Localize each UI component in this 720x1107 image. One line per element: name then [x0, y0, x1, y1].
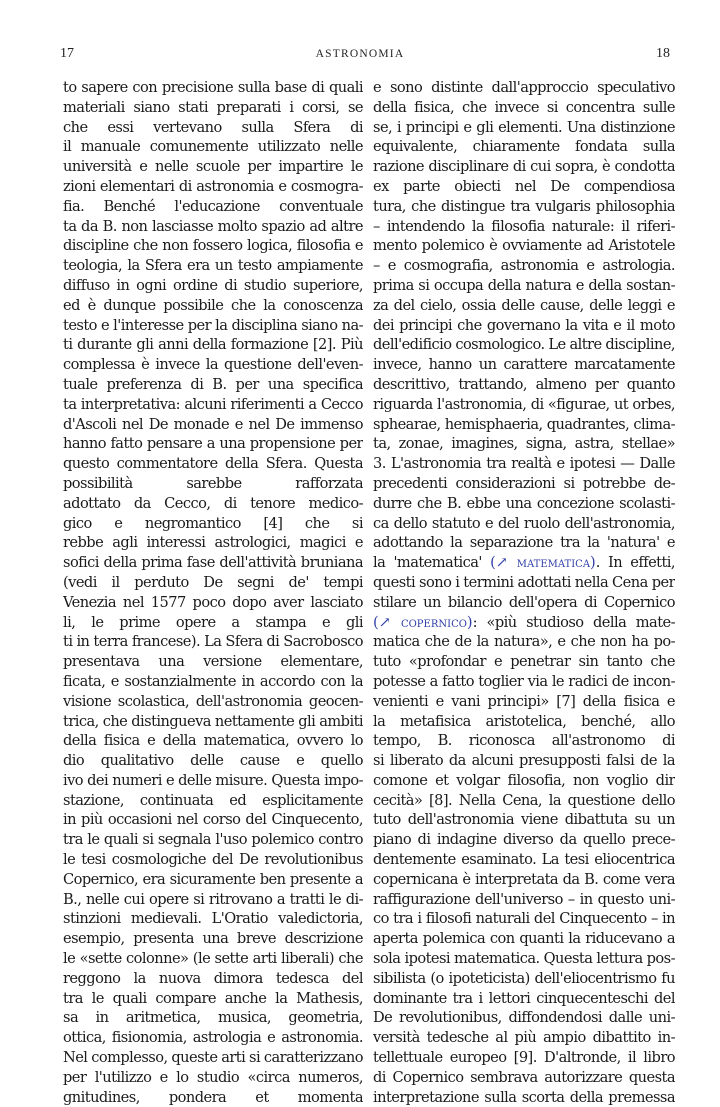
- text-line: matica che de la natura», e che non ha po-: [373, 633, 675, 651]
- text-line: interpretazione sulla scorta della premessa: [373, 1088, 675, 1106]
- text-line: Venezia nel 1577 poco dopo aver lasciato: [63, 593, 363, 611]
- text-line: invece, hanno un carattere marcatamente: [373, 356, 675, 374]
- text-line: stinzioni medievali. L'Oratio valedictoria,: [63, 910, 363, 928]
- text-line: trica, che distingueva nettamente gli ambiti: [63, 712, 363, 730]
- text-line: ta interpretativa: alcuni riferimenti a Cecco: [63, 395, 363, 413]
- text-line: hanno fatto pensare a una propensione per: [63, 435, 363, 453]
- text-line: raffigurazione dell'universo – in questo uni-: [373, 890, 675, 908]
- text-line: sola ipotesi matematica. Questa lettura pos-: [373, 950, 675, 968]
- text-line: B., nelle cui opere si ritrovano a tratti le di-: [63, 890, 363, 908]
- text-line: testo e l'interesse per la disciplina siano na-: [63, 316, 363, 334]
- text-line: cecità» [8]. Nella Cena, la questione dello: [373, 791, 675, 809]
- text-line: zioni elementari di astronomia e cosmogra-: [63, 177, 363, 195]
- text-line: (vedi il perduto De segni de' tempi: [63, 573, 363, 591]
- text-line: to sapere con precisione sulla base di quali: [63, 79, 363, 96]
- text-line: le «sette colonne» (le sette arti liberali) che: [63, 950, 363, 968]
- text-line: (↗ copernico): «più studioso della mate-: [373, 613, 675, 631]
- text-line: possibilità sarebbe rafforzata: [63, 474, 363, 492]
- text-line: ottica, fisionomia, astrologia e astronomia.: [63, 1029, 363, 1047]
- text-line: equivalente, chiaramente fondata sulla: [373, 138, 675, 156]
- text-line: di Copernico sembrava autorizzare questa: [373, 1068, 675, 1086]
- text-line: sibilista (o ipoteticista) dell'eliocentrismo fu: [373, 969, 675, 987]
- text-line: sphearae, hemisphaeria, quadrantes, clima-: [373, 415, 675, 433]
- text-line: dei principi che governano la vita e il moto: [373, 316, 675, 334]
- text-line: gico e negromantico [4] che si: [63, 514, 363, 532]
- right-text-column: [373, 78, 675, 1107]
- text-line: li, le prime opere a stampa e gli: [63, 613, 363, 631]
- text-line: esempio, presenta una breve descrizione: [63, 930, 363, 948]
- text-line: potesse a fatto toglier via le radici de incon-: [373, 672, 675, 690]
- text-line: De revolutionibus, diffondendosi dalle uni-: [373, 1009, 675, 1027]
- text-line: gnitudines, pondera et momenta: [63, 1088, 363, 1106]
- text-line: dio qualitativo delle cause e quello: [63, 752, 363, 770]
- text-line: ex parte obiecti nel De compendiosa: [373, 177, 675, 195]
- text-line: d'Ascoli nel De monade e nel De immenso: [63, 415, 363, 433]
- text-line: tuto dell'astronomia viene dibattuta su un: [373, 811, 675, 829]
- text-line: durre che B. ebbe una concezione scolasti-: [373, 494, 675, 512]
- text-line: presentava una versione elementare,: [63, 653, 363, 671]
- text-line: comone et volgar filosofia, non voglio dir: [373, 771, 675, 789]
- text-line: per l'utilizzo e lo studio «circa numeros,: [63, 1068, 363, 1086]
- text-line: co tra i filosofi naturali del Cinquecento – in: [373, 910, 675, 928]
- text-line: – intendendo la filosofia naturale: il riferi-: [373, 217, 675, 235]
- running-head-title: ASTRONOMIA: [315, 48, 405, 60]
- text-line: università e nelle scuole per impartire le: [63, 158, 363, 176]
- text-line: tempo, B. riconosca all'astronomo di: [373, 732, 675, 750]
- text-line: tra le quali compare anche la Mathesis,: [63, 989, 363, 1007]
- cross-reference-link[interactable]: (↗ matematica): [490, 554, 596, 572]
- text-line: ta, zonae, imagines, signa, astra, stellae»: [373, 435, 675, 453]
- text-line: dentemente esaminato. La tesi eliocentrica: [373, 851, 675, 869]
- text-line: – e cosmografia, astronomia e astrologia.: [373, 257, 675, 275]
- text-line: piano di indagine diverso da quello prece-: [373, 831, 675, 849]
- text-line: tuale preferenza di B. per una specifica: [63, 375, 363, 393]
- text-line: ficata, e sostanzialmente in accordo con la: [63, 672, 363, 690]
- text-line: aperta polemica con quanti la riducevano a: [373, 930, 675, 948]
- text-line: prima si occupa della natura e della sostan-: [373, 276, 675, 294]
- text-line: sa in aritmetica, musica, geometria,: [63, 1009, 363, 1027]
- text-line: fia. Benché l'educazione conventuale: [63, 197, 363, 215]
- text-line: razione disciplinare di cui sopra, è condotta: [373, 158, 675, 176]
- text-line: ta da B. non lasciasse molto spazio ad altre: [63, 217, 363, 235]
- text-line: teologia, la Sfera era un testo ampiamente: [63, 257, 363, 275]
- text-line: ti in terra francese). La Sfera di Sacrobosco: [63, 633, 363, 651]
- text-line: la 'matematica' (↗ matematica). In effetti,: [373, 554, 675, 572]
- left-text-column: [63, 78, 363, 1107]
- text-line: venienti e vani principi» [7] della fisica e: [373, 692, 675, 710]
- text-line: ti durante gli anni della formazione [2]. Più: [63, 336, 363, 354]
- text-line: adottato da Cecco, di tenore medico-: [63, 494, 363, 512]
- text-line: ed è dunque possibile che la conoscenza: [63, 296, 363, 314]
- text-line: rebbe agli interessi astrologici, magici e: [63, 534, 363, 552]
- text-line: za del cielo, ossia delle cause, delle leggi e: [373, 296, 675, 314]
- text-line: tellettuale europeo [9]. D'altronde, il libro: [373, 1049, 675, 1067]
- text-line: versità tedesche al più ampio dibattito in-: [373, 1029, 675, 1047]
- cross-reference-link[interactable]: (↗ copernico): [373, 613, 473, 631]
- text-line: ca dello statuto e del ruolo dell'astronomia,: [373, 514, 675, 532]
- text-line: copernicana è interpretata da B. come vera: [373, 870, 675, 888]
- text-line: se, i principi e gli elementi. Una distinzione: [373, 118, 675, 136]
- text-line: ivo dei numeri e delle misure. Questa impo-: [63, 771, 363, 789]
- text-line: le tesi cosmologiche del De revolutionibus: [63, 851, 363, 869]
- text-line: materiali siano stati preparati i corsi, se: [63, 98, 363, 116]
- text-line: Nel complesso, queste arti si caratterizzano: [63, 1049, 363, 1067]
- text-line: precedenti considerazioni si potrebbe de-: [373, 474, 675, 492]
- text-line: reggono la nuova dimora tedesca del: [63, 969, 363, 987]
- text-line: complessa è invece la questione dell'even-: [63, 356, 363, 374]
- text-line: dominante tra i lettori cinquecenteschi del: [373, 989, 675, 1007]
- text-line: stazione, continuata ed esplicitamente: [63, 791, 363, 809]
- text-line: che essi vertevano sulla Sfera di: [63, 118, 363, 136]
- text-line: il manuale comunemente utilizzato nelle: [63, 138, 363, 156]
- left-page-number: 17: [60, 46, 74, 61]
- text-line: Copernico, era sicuramente ben presente a: [63, 870, 363, 888]
- text-line: della fisica, che invece si concentra sulle: [373, 98, 675, 116]
- text-line: 3. L'astronomia tra realtà e ipotesi — Dalle: [373, 455, 675, 473]
- text-line: sofici della prima fase dell'attività bruniana: [63, 554, 363, 572]
- text-line: diffuso in ogni ordine di studio superiore,: [63, 276, 363, 294]
- text-line: descrittivo, trattando, almeno per quanto: [373, 375, 675, 393]
- text-line: discipline che non fossero logica, filosofia e: [63, 237, 363, 255]
- text-line: e sono distinte dall'approccio speculativo: [373, 79, 675, 96]
- text-line: adottando la separazione tra la 'natura' e: [373, 534, 675, 552]
- text-line: della fisica e della matematica, ovvero lo: [63, 732, 363, 750]
- text-line: riguarda l'astronomia, di «figurae, ut orbes,: [373, 395, 675, 413]
- text-line: tura, che distingue tra vulgaris philosophia: [373, 197, 675, 215]
- text-line: questo commentatore della Sfera. Questa: [63, 455, 363, 473]
- text-line: dell'edificio cosmologico. Le altre discipline,: [373, 336, 675, 354]
- text-line: tuto «profondar e penetrar sin tanto che: [373, 653, 675, 671]
- text-line: tra le quali si segnala l'uso polemico contro: [63, 831, 363, 849]
- text-line: stilare un bilancio dell'opera di Copernico: [373, 593, 675, 611]
- text-line: visione scolastica, dell'astronomia geocen-: [63, 692, 363, 710]
- text-line: mento polemico è ovviamente ad Aristotele: [373, 237, 675, 255]
- text-line: in più occasioni nel corso del Cinquecento,: [63, 811, 363, 829]
- text-line: questi sono i termini adottati nella Cena per: [373, 573, 675, 591]
- text-line: la metafisica aristotelica, benché, allo: [373, 712, 675, 730]
- text-line: si liberato da alcuni presupposti falsi de la: [373, 752, 675, 770]
- right-page-number: 18: [656, 46, 670, 61]
